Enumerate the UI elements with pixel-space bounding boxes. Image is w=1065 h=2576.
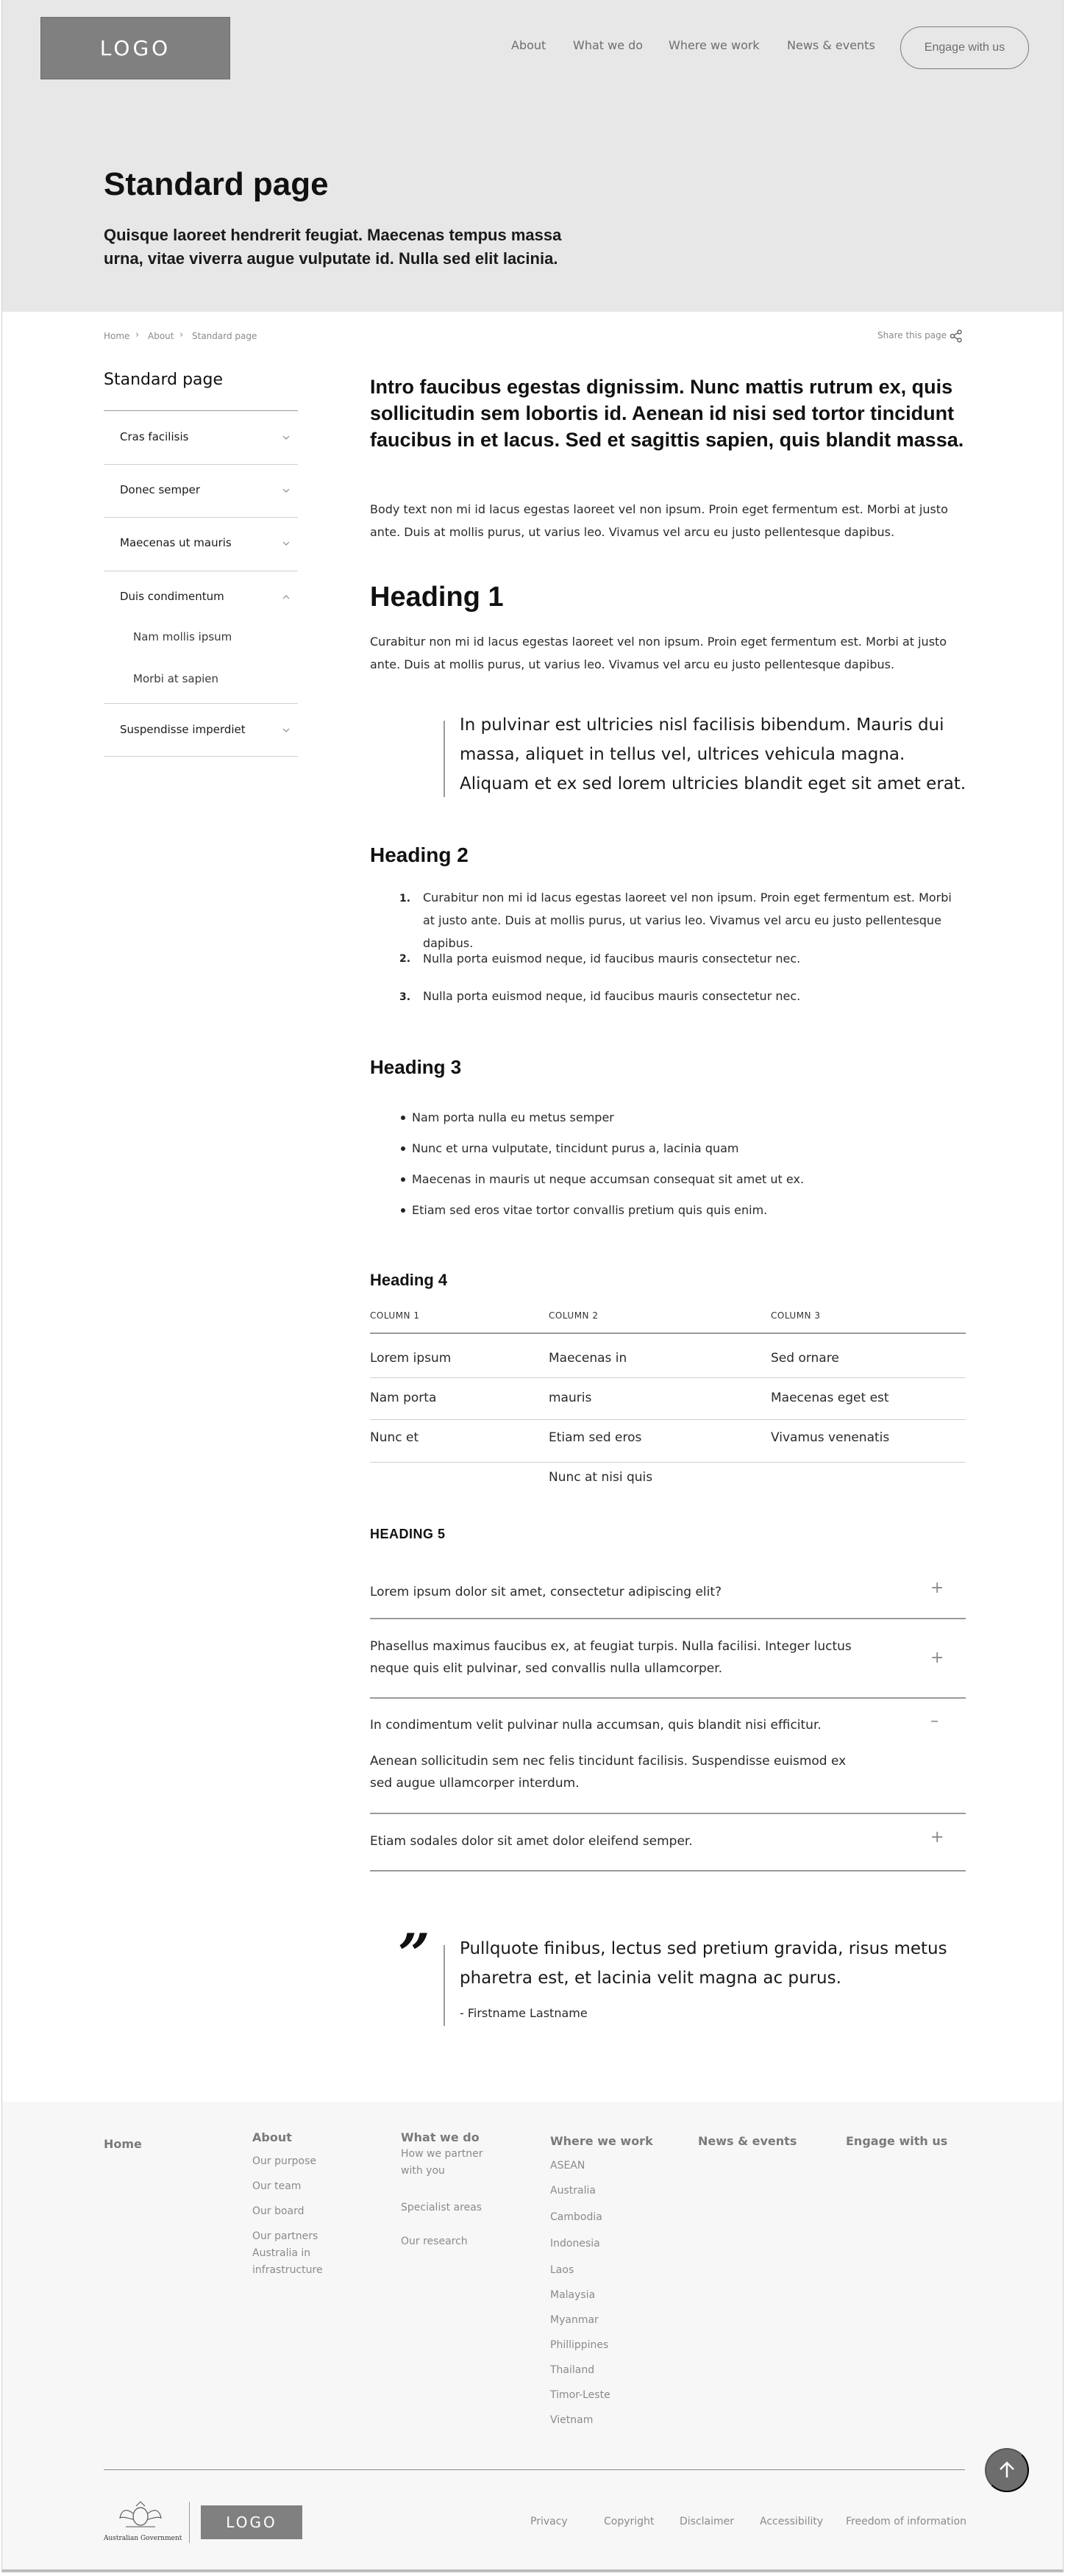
plus-icon[interactable]: + (930, 1649, 944, 1667)
table-cell: Nam porta (370, 1391, 437, 1405)
footer-link[interactable]: How we partner with you (401, 2148, 483, 2177)
footer-link[interactable]: Malaysia (550, 2289, 596, 2301)
accordion-question[interactable]: In condimentum velit pulvinar nulla accumsan, quis blandit nisi efficitur. (370, 1718, 822, 1733)
footer-about[interactable]: About (252, 2130, 292, 2144)
footer-logo-divider (189, 2502, 190, 2543)
table-header: COLUMN 3 (771, 1310, 821, 1321)
footer-link[interactable]: Thailand (550, 2364, 595, 2376)
footer-link[interactable]: Our research (401, 2236, 468, 2247)
bullet-dot (401, 1208, 405, 1213)
blockquote: In pulvinar est ultricies nisl facilisis bibendum. Mauris dui massa, aliquet in tellus vel, ultrices vehicula magna. Aliquam et ex sed lorem ultricies blandit eget sit amet erat. (460, 716, 966, 793)
footer-link[interactable]: Australia (550, 2185, 596, 2197)
engage-button[interactable]: Engage with us (900, 26, 1029, 69)
bullet-list-item: Nunc et urna vulputate, tincidunt purus a, lacinia quam (412, 1141, 739, 1155)
heading-5: HEADING 5 (370, 1527, 446, 1541)
table-cell: Nunc et (370, 1430, 419, 1445)
sidebar-item-suspendisse-imperdiet[interactable]: Suspendisse imperdiet (120, 723, 246, 736)
intro-text: Intro faucibus egestas dignissim. Nunc mattis rutrum ex, quis sollicitudin sem lobortis id. Aenean id nisi sed tortor tincidunt faucibus in et lacus. Sed et sagittis sapien, quis blandit massa. (370, 376, 964, 451)
breadcrumb-chevron-icon: › (135, 329, 140, 340)
footer-link[interactable]: Phillippines (550, 2339, 609, 2351)
footer-what-we-do[interactable]: What we do (401, 2130, 480, 2144)
ordered-list-number: 3. (399, 991, 411, 1003)
table-cell: Lorem ipsum (370, 1351, 452, 1366)
footer-rule (104, 2469, 965, 2470)
heading-1: Heading 1 (370, 582, 504, 613)
arrow-up-icon (997, 2460, 1017, 2480)
heading-2: Heading 2 (370, 843, 469, 866)
nav-about[interactable]: About (511, 38, 546, 52)
footer-home[interactable]: Home (104, 2137, 142, 2151)
accordion-divider (370, 1697, 966, 1699)
sidebar-title: Standard page (104, 371, 224, 389)
footer-link[interactable]: Cambodia (550, 2211, 602, 2223)
site-logo[interactable]: LOGO (40, 17, 230, 79)
pullquote-text: Pullquote finibus, lectus sed pretium gravida, risus metus pharetra est, et lacinia velit magna ac purus. (460, 1939, 947, 1988)
sidebar-subitem-nam-mollis-ipsum[interactable]: Nam mollis ipsum (133, 630, 232, 643)
chevron-down-icon[interactable] (282, 486, 291, 495)
footer-link[interactable]: Our team (252, 2180, 302, 2192)
table-cell: Nunc at nisi quis (549, 1470, 653, 1485)
accordion-question[interactable]: Phasellus maximus faucibus ex, at feugiat turpis. Nulla facilisi. Integer luctus neque quis elit pulvinar, sed convallis nulla ullamcorper. (370, 1639, 852, 1676)
share-icon[interactable] (950, 329, 963, 343)
footer-copyright-link[interactable]: Copyright (604, 2516, 655, 2527)
chevron-down-icon[interactable] (282, 539, 291, 548)
government-label: Australian Government (104, 2535, 182, 2542)
nav-where-we-work[interactable]: Where we work (669, 38, 760, 52)
plus-icon[interactable]: + (930, 1828, 944, 1847)
sidebar-subitem-morbi-at-sapien[interactable]: Morbi at sapien (133, 672, 219, 685)
table-cell: Maecenas eget est (771, 1391, 889, 1405)
table-row-rule (370, 1462, 966, 1463)
table-cell: Maecenas in (549, 1351, 627, 1366)
footer-accessibility-link[interactable]: Accessibility (760, 2516, 824, 2527)
bullet-list-item: Nam porta nulla eu metus semper (412, 1110, 614, 1124)
table-row-rule (370, 1377, 966, 1378)
footer-link[interactable]: ASEAN (550, 2160, 585, 2172)
bullet-list-item: Etiam sed eros vitae tortor convallis pretium quis quis enim. (412, 1203, 768, 1217)
sidebar-divider (104, 703, 298, 704)
table-header-rule (370, 1332, 966, 1334)
footer-link[interactable]: Indonesia (550, 2238, 600, 2249)
chevron-down-icon[interactable] (282, 433, 291, 442)
accordion-answer: Aenean sollicitudin sem nec felis tincidunt facilisis. Suspendisse euismod ex sed augue ullamcorper interdum. (370, 1754, 847, 1791)
ordered-list-item: Nulla porta euismod neque, id faucibus mauris consectetur nec. (423, 952, 801, 966)
sidebar-item-maecenas-ut-mauris[interactable]: Maecenas ut mauris (120, 536, 232, 549)
accordion-divider (370, 1870, 966, 1872)
breadcrumb-home[interactable]: Home (104, 331, 130, 341)
bullet-dot (401, 1146, 405, 1151)
accordion-question[interactable]: Etiam sodales dolor sit amet dolor eleifend semper. (370, 1834, 693, 1849)
heading-3: Heading 3 (370, 1056, 462, 1078)
bullet-list-item: Maecenas in mauris ut neque accumsan consequat sit amet ut ex. (412, 1172, 805, 1186)
page (1, 0, 1064, 2572)
table-header: COLUMN 2 (549, 1310, 599, 1321)
breadcrumb-current: Standard page (192, 331, 257, 341)
blockquote-bar (444, 721, 445, 797)
table-cell: mauris (549, 1391, 592, 1405)
nav-what-we-do[interactable]: What we do (573, 38, 644, 52)
body-paragraph: Curabitur non mi id lacus egestas laoreet vel non ipsum. Proin eget fermentum est. Morbi at justo ante. Duis at mollis purus, ut varius leo. Vivamus vel arcu eu justo pellentesque dapibus. (370, 635, 947, 671)
ordered-list-number: 1. (399, 893, 411, 905)
footer-link[interactable]: Our partners Australia in infrastructure (252, 2230, 323, 2276)
breadcrumb-chevron-icon: › (179, 329, 184, 340)
ordered-list-item: Curabitur non mi id lacus egestas laoreet vel non ipsum. Proin eget fermentum est. Morbi at justo ante. Duis at mollis purus, ut varius leo. Vivamus vel arcu eu justo pellentesque dapibus. (423, 891, 952, 950)
table-header: COLUMN 1 (370, 1310, 420, 1321)
table-row-rule (370, 1419, 966, 1420)
chevron-up-icon[interactable] (282, 593, 291, 602)
ordered-list-item: Nulla porta euismod neque, id faucibus mauris consectetur nec. (423, 989, 801, 1003)
footer-logo[interactable]: LOGO (201, 2505, 302, 2539)
footer-link[interactable]: Timor-Leste (550, 2389, 610, 2401)
bullet-dot (401, 1116, 405, 1120)
footer-foi-link[interactable]: Freedom of information (846, 2516, 966, 2527)
pullquote-author: - Firstname Lastname (460, 2006, 588, 2020)
footer-link[interactable]: Vietnam (550, 2414, 594, 2426)
sidebar-divider (104, 517, 298, 518)
footer-privacy-link[interactable]: Privacy (530, 2516, 568, 2527)
body-paragraph: Body text non mi id lacus egestas laoreet vel non ipsum. Proin eget fermentum est. Morbi at justo ante. Duis at mollis purus, ut varius leo. Vivamus vel arcu eu justo pellentesque dapibus. (370, 502, 948, 539)
sidebar-divider (104, 756, 298, 757)
plus-icon[interactable]: + (930, 1579, 944, 1597)
footer-link[interactable]: Myanmar (550, 2314, 599, 2326)
back-to-top-button[interactable] (985, 2448, 1029, 2492)
page-header (2, 0, 1064, 312)
bullet-dot (401, 1177, 405, 1182)
footer-link[interactable]: Our board (252, 2205, 304, 2217)
table-cell: Etiam sed eros (549, 1430, 642, 1445)
footer-link[interactable]: Laos (550, 2264, 574, 2276)
table-cell: Sed ornare (771, 1351, 839, 1366)
sidebar-item-donec-semper[interactable]: Donec semper (120, 483, 201, 496)
page-title: Standard page (104, 166, 329, 202)
footer-link[interactable]: Our purpose (252, 2155, 316, 2167)
quote-mark-icon: ” (398, 1922, 426, 1987)
accordion-divider (370, 1618, 966, 1619)
footer-where-we-work[interactable]: Where we work (550, 2134, 653, 2148)
footer-engage[interactable]: Engage with us (846, 2134, 948, 2148)
footer-news-events[interactable]: News & events (698, 2134, 797, 2148)
chevron-down-icon[interactable] (282, 726, 291, 735)
share-link[interactable]: Share this page (877, 330, 947, 340)
footer-link[interactable]: Specialist areas (401, 2202, 482, 2213)
footer-disclaimer-link[interactable]: Disclaimer (680, 2516, 735, 2527)
heading-4: Heading 4 (370, 1271, 448, 1289)
minus-icon[interactable]: – (930, 1712, 938, 1730)
breadcrumb-about[interactable]: About (148, 331, 174, 341)
table-cell: Vivamus venenatis (771, 1430, 890, 1445)
sidebar-divider (104, 410, 298, 411)
accordion-question[interactable]: Lorem ipsum dolor sit amet, consectetur adipiscing elit? (370, 1585, 722, 1599)
sidebar-divider (104, 464, 298, 465)
sidebar-item-duis-condimentum[interactable]: Duis condimentum (120, 590, 224, 603)
page-subtitle: Quisque laoreet hendrerit feugiat. Maecenas tempus massa urna, vitae viverra augue vulputate id. Nulla sed elit lacinia. (104, 226, 562, 268)
ordered-list-number: 2. (399, 953, 411, 965)
accordion-divider (370, 1813, 966, 1814)
pullquote-bar (444, 1945, 445, 2026)
sidebar-item-cras-facilisis[interactable]: Cras facilisis (120, 430, 189, 443)
nav-news-events[interactable]: News & events (787, 38, 875, 52)
